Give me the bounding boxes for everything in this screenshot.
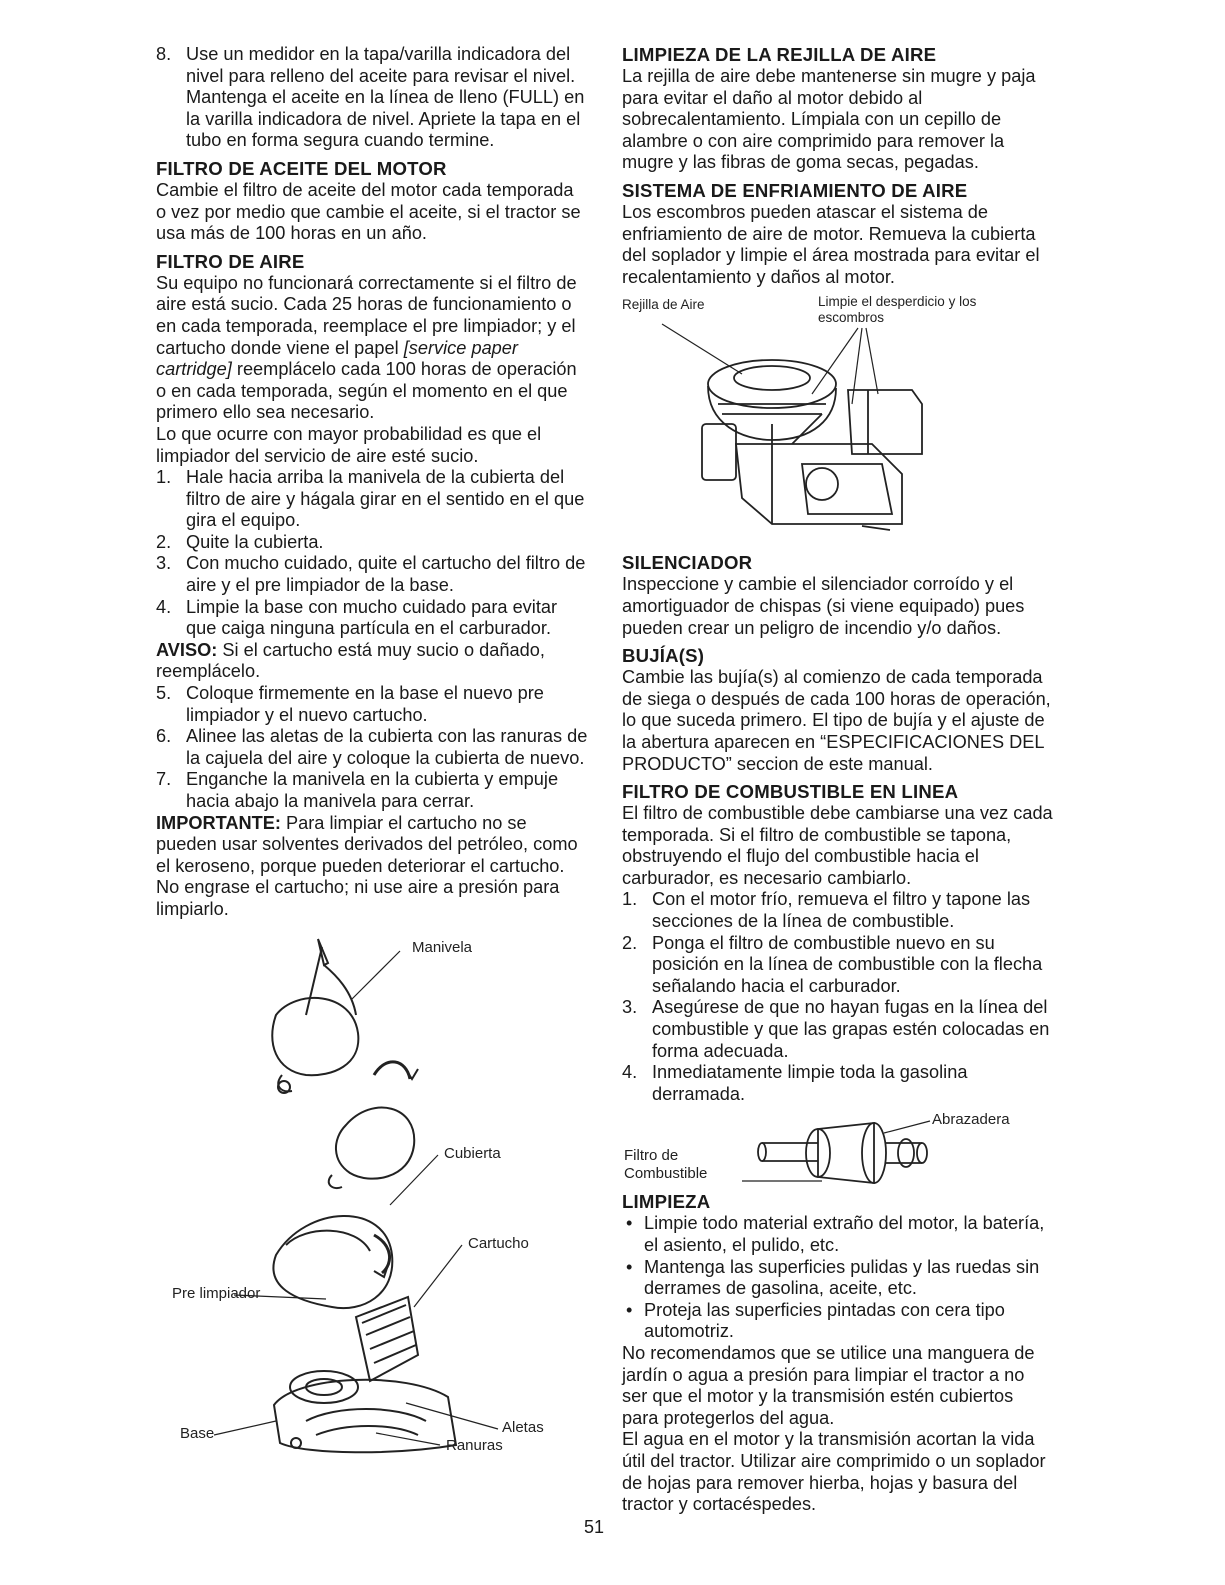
notice [156,640,588,683]
step-text: Limpie la base con mucho cuidado para evitar que caiga ninguna partícula en el carburador. [186,596,558,639]
right-column [622,44,1054,1516]
label-abrazadera: Abrazadera [932,1111,1010,1129]
step-text: Quite la cubierta. [186,531,324,552]
step-text: Alinee las aletas de la cubierta con las ranuras de la cajuela del aire y coloque la cubierta de nuevo. [186,726,588,768]
step-number: 8. [156,44,172,64]
cleaning-bullet: • Mantenga las superficies pulidas y las ruedas sin derrames de gasolina, aceite, etc. [622,1257,1054,1300]
air-filter-heading: FILTRO DE AIRE [156,250,305,272]
cleaning-paragraph-2: El agua en el motor y la transmisión acortan la vida útil del tractor. Utilizar aire comprimido o un soplador de hojas para remover hierba, hojas y basura del tractor y cortacéspedes. [622,1429,1046,1515]
label-limpie-desperdicio: Limpie el desperdicio y los escombros [818,294,977,326]
step-text: Ponga el filtro de combustible nuevo en su posición en la línea de combustible con la flecha señalando hacia el carburador. [652,932,1043,996]
notice-label: AVISO: [156,639,218,660]
cleaning-heading: LIMPIEZA [622,1191,711,1213]
oil-filter-text: Cambie el filtro de aceite del motor cada temporada o vez por medio que cambie el aceite, si el tractor se usa más de 100 horas en un año. [156,179,581,244]
air-filter-paragraph-2: Lo que ocurre con mayor probabilidad es que el limpiador del servicio de aire esté sucio. [156,423,542,466]
step-3 [156,553,588,596]
step-1 [156,467,588,532]
step-number: 1. [622,889,638,910]
air-filter-illustration [156,935,588,1455]
fuel-filter-heading: FILTRO DE COMBUSTIBLE EN LINEA [622,781,959,803]
label-aletas: Aletas [502,1418,544,1436]
label-cartucho: Cartucho [468,1234,529,1252]
important-label: IMPORTANTE: [156,812,281,833]
air-screen-text: La rejilla de aire debe mantenerse sin mugre y paja para evitar el daño al motor debido al sobrecalentamiento. Límpiala con un cepillo de alambre o con aire comprimido para remover la mugre y las fibras de goma secas, pegadas. [622,66,1036,173]
fuel-step-2 [622,933,1054,998]
step-6 [156,726,588,769]
step-number: 4. [156,596,172,617]
air-filter-steps-b [156,683,588,813]
step-text: Asegúrese de que no hayan fugas en la línea del combustible y que las grapas estén colocadas en forma adecuada. [652,997,1050,1061]
label-combustible: Combustible [624,1165,708,1183]
air-filter-paragraph-1 [156,273,588,424]
fuel-filter-figure [622,1109,1054,1191]
air-filter-p1a: Su equipo no funcionará correctamente si el filtro de aire está sucio. Cada 25 horas de funcionamiento o en cada temporada, reemplace el pre limpiador; y el cartucho donde viene el papel [156,272,577,358]
cooling-text: Los escombros pueden atascar el sistema de enfriamiento de aire de motor. Remueva la cubierta del soplador y limpie el área mostrada para evitar el recalentamiento y daños al motor. [622,201,1040,287]
spark-plug-heading: BUJÍA(S) [622,645,705,667]
left-column [156,44,588,1455]
cleaning-bullet: • Limpie todo material extraño del motor, la batería, el asiento, el pulido, etc. [622,1213,1054,1256]
air-screen-heading: LIMPIEZA DE LA REJILLA DE AIRE [622,44,937,65]
step-5 [156,683,588,726]
step-number: 2. [156,531,172,552]
oil-fill-step [156,44,588,152]
step-number: 4. [622,1062,638,1083]
label-pre-limpiador: Pre limpiador [172,1284,261,1302]
step-number: 3. [622,997,638,1018]
step-number: 7. [156,769,172,790]
step-text: Hale hacia arriba la manivela de la cubierta del filtro de aire y hágala girar en el sentido en el que gira el equipo. [186,467,585,531]
engine-figure [622,294,1054,552]
step-number: 2. [622,932,638,953]
step-number: 1. [156,467,172,488]
important-note [156,813,588,921]
cleaning-paragraph-1: No recomendamos que se utilice una manguera de jardín o agua a presión para limpiar el tractor a no ser que el motor y la transmisión estén cubiertos para protegerlos del agua. [622,1342,1035,1428]
important-text: Para limpiar el cartucho no se pueden usar solventes derivados del petróleo, como el keroseno, porque pueden deteriorar el cartucho. No engrase el cartucho; ni use aire a presión para limpiarlo. [156,812,578,919]
muffler-text: Inspeccione y cambie el silenciador corroído y el amortiguador de chispas (si viene equipado) pues pueden crear un peligro de incendio y/o daños. [622,574,1025,638]
step-number: 6. [156,726,172,747]
step-7 [156,769,588,812]
label-base: Base [180,1424,215,1442]
step-8 [156,44,588,152]
oil-filter-heading: FILTRO DE ACEITE DEL MOTOR [156,157,447,179]
label-rejilla-de-aire: Rejilla de Aire [622,297,705,313]
step-text: Use un medidor en la tapa/varilla indicadora del nivel para relleno del aceite para revisar el nivel. Mantenga el aceite en la línea de lleno (FULL) en la varilla indicadora de nivel. Apriete la tapa en el tubo en forma segura cuando termine. [186,44,585,151]
spark-plug-text: Cambie las bujía(s) al comienzo de cada temporada de siega o después de cada 100 horas de operación, lo que suceda primero. El tipo de bujía y el ajuste de la abertura aparecen en “ESPECIFICACIONES DEL PRODUCTO” seccion de este manual. [622,667,1051,774]
step-text: Con mucho cuidado, quite el cartucho del filtro de aire y el pre limpiador de la base. [186,553,586,596]
air-filter-p1b: reemplácelo cada 100 horas de operación o en cada temporada, según el momento en el que primero ello sea necesario. [156,359,577,423]
label-cubierta: Cubierta [444,1144,501,1162]
fuel-step-4 [622,1062,1054,1105]
notice-text: Si el cartucho está muy sucio o dañado, reemplácelo. [156,639,545,682]
air-filter-p1-italic: [service paper cartridge] [156,337,518,380]
fuel-filter-steps [622,889,1054,1105]
cleaning-bullets [622,1213,1054,1343]
step-text: Enganche la manivela en la cubierta y empuje hacia abajo la manivela para cerrar. [186,769,559,811]
fuel-step-1 [622,889,1054,932]
air-filter-steps-a [156,467,588,640]
cleaning-bullet: • Proteja las superficies pintadas con cera tipo automotriz. [622,1300,1054,1343]
label-manivela: Manivela [412,938,473,956]
step-4 [156,597,588,640]
cooling-heading: SISTEMA DE ENFRIAMIENTO DE AIRE [622,179,968,201]
fuel-filter-text: El filtro de combustible debe cambiarse una vez cada temporada. Si el filtro de combustible se tapona, obstruyendo el flujo del combustible hacia el carburador, es necesario cambiarlo. [622,803,1053,888]
step-number: 3. [156,553,172,574]
label-ranuras: Ranuras [446,1436,503,1454]
label-filtro-de: Filtro de [624,1147,679,1165]
page-number: 51 [584,1517,605,1537]
step-text: Inmediatamente limpie toda la gasolina derramada. [652,1062,968,1104]
fuel-step-3 [622,997,1054,1062]
step-text: Con el motor frío, remueva el filtro y tapone las secciones de la línea de combustible. [652,889,1031,932]
muffler-heading: SILENCIADOR [622,552,753,574]
step-number: 5. [156,683,172,704]
step-2 [156,532,588,554]
step-text: Coloque firmemente en la base el nuevo pre limpiador y el nuevo cartucho. [186,683,544,725]
engine-illustration [622,294,1054,552]
air-filter-figure [156,935,588,1455]
